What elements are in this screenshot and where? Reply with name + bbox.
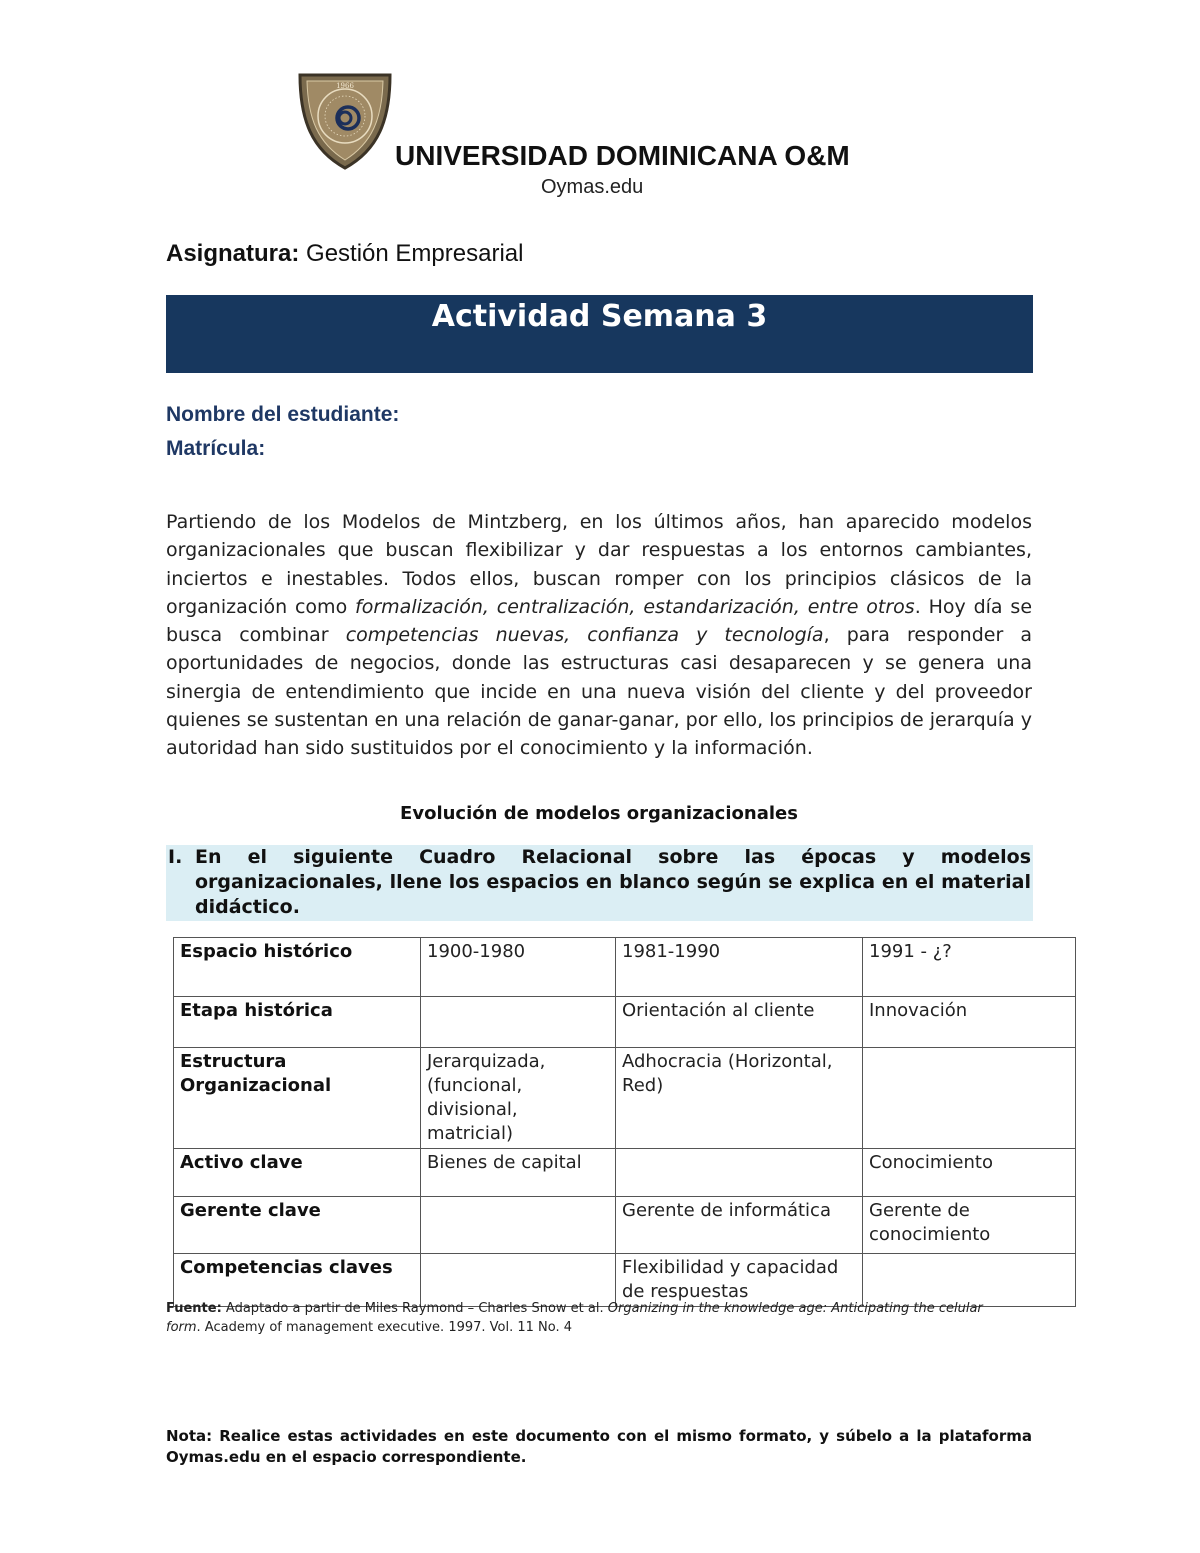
table-cell[interactable]: Gerente de conocimiento <box>863 1197 1076 1254</box>
table-cell[interactable]: 1991 - ¿? <box>863 938 1076 997</box>
row-header: Espacio histórico <box>174 938 421 997</box>
table-cell[interactable]: Flexibilidad y capacidad de respuestas <box>616 1254 863 1307</box>
table-row <box>174 938 1076 997</box>
table-row <box>174 1149 1076 1197</box>
university-crest-logo <box>296 72 394 170</box>
table-cell[interactable] <box>616 1149 863 1197</box>
source-title: Organizing in the knowledge age: Anticipating the celular form <box>166 1301 983 1335</box>
table-cell[interactable] <box>421 997 616 1048</box>
intro-emphasis-2: competencias nuevas, confianza y tecnología <box>345 624 824 647</box>
source-text-2: . Academy of management executive. 1997. Vol. 11 No. 4 <box>196 1320 573 1335</box>
activity-banner <box>166 295 1033 373</box>
relational-table <box>173 937 1076 1307</box>
row-header: Etapa histórica <box>174 997 421 1048</box>
table-row <box>174 997 1076 1048</box>
table-cell[interactable]: Orientación al cliente <box>616 997 863 1048</box>
instruction-number: I. <box>168 846 183 868</box>
university-website: Oymas.edu <box>541 176 644 198</box>
table-cell[interactable]: Adhocracia (Horizontal, Red) <box>616 1048 863 1149</box>
table-cell[interactable]: Jerarquizada, (funcional, divisional, matricial) <box>421 1048 616 1149</box>
table-row <box>174 1048 1076 1149</box>
instruction-box <box>166 845 1033 921</box>
section-title: Evolución de modelos organizacionales <box>400 803 798 824</box>
table-cell[interactable] <box>421 1197 616 1254</box>
table-row <box>174 1197 1076 1254</box>
subject-label: Asignatura: <box>166 240 300 267</box>
intro-paragraph <box>166 508 1032 763</box>
row-header: Estructura Organizacional <box>174 1048 421 1149</box>
row-header: Activo clave <box>174 1149 421 1197</box>
university-name: UNIVERSIDAD DOMINICANA O&M <box>395 140 850 171</box>
table-cell[interactable]: Innovación <box>863 997 1076 1048</box>
source-text-1: Adaptado a partir de Miles Raymond – Charles Snow et al. <box>221 1301 608 1316</box>
logo-year: 1966 <box>336 82 354 90</box>
table-cell[interactable]: Bienes de capital <box>421 1149 616 1197</box>
source-label: Fuente: <box>166 1301 222 1316</box>
row-header: Gerente clave <box>174 1197 421 1254</box>
table-cell[interactable]: Conocimiento <box>863 1149 1076 1197</box>
table-cell[interactable]: Gerente de informática <box>616 1197 863 1254</box>
table-cell[interactable]: 1981-1990 <box>616 938 863 997</box>
source-citation <box>166 1299 1016 1337</box>
intro-text-1: Partiendo de los Modelos de Mintzberg, en los últimos años, han aparecido modelos organizacionales que buscan flexibilizar y dar respuestas a los entornos cambiantes, inciertos e inestables. Todos ellos, buscan romper con los principios clásicos de la organización como <box>166 511 1032 618</box>
table-cell[interactable]: 1900-1980 <box>421 938 616 997</box>
intro-text-2: . Hoy día se busca combinar <box>166 595 1033 647</box>
submission-note: Nota: Realice estas actividades en este documento con el mismo formato, y súbelo a la plataforma Oymas.edu en el espacio correspondiente. <box>166 1427 1032 1466</box>
student-name-label: Nombre del estudiante: <box>166 403 400 426</box>
intro-text-3: , para responder a oportunidades de negocios, donde las estructuras casi desaparecen y se genera una sinergia de entendimiento que incide en una nueva visión del cliente y del proveedor quienes se sustentan en una relación de ganar-ganar, por ello, los principios de jerarquía y autoridad han sido sustituidos por el conocimiento y la información. <box>166 624 1032 760</box>
row-header: Competencias claves <box>174 1254 421 1307</box>
subject-line <box>166 240 523 268</box>
student-id-label: Matrícula: <box>166 437 266 460</box>
subject-value: Gestión Empresarial <box>306 240 524 267</box>
intro-emphasis-1: formalización, centralización, estandarización, entre otros <box>355 595 915 618</box>
instruction-text: En el siguiente Cuadro Relacional sobre las épocas y modelos organizacionales, llene los espacios en blanco según se explica en el material didáctico. <box>195 846 1031 918</box>
table-cell[interactable] <box>863 1048 1076 1149</box>
activity-title: Actividad Semana 3 <box>431 299 768 334</box>
